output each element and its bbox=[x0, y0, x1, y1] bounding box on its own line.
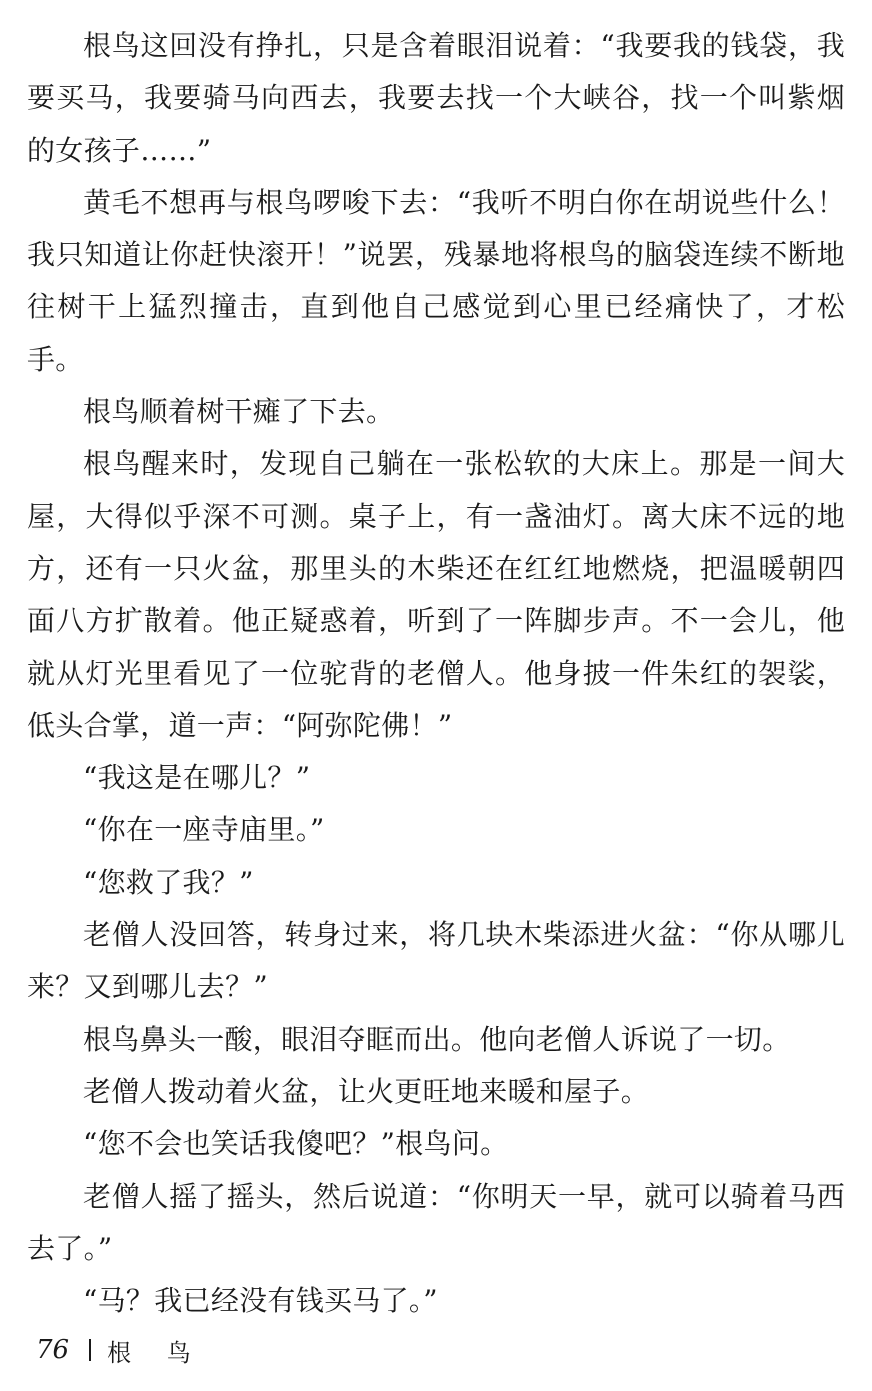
paragraph: “马？我已经没有钱买马了。” bbox=[83, 1284, 438, 1318]
paragraph: “我这是在哪儿？” bbox=[83, 761, 311, 795]
paragraph: 根鸟这回没有挣扎，只是含着眼泪说着：“我要我的钱袋，我要买马，我要骑马向西去，我要去找一个大峡谷，找一个叫紫烟的女孩子……” bbox=[27, 29, 845, 167]
paragraph: 老僧人拨动着火盆，让火更旺地来暖和屋子。 bbox=[83, 1074, 650, 1108]
footer-divider bbox=[89, 1339, 91, 1361]
paragraph: “您救了我？” bbox=[83, 865, 254, 899]
paragraph: “你在一座寺庙里。” bbox=[83, 813, 325, 847]
paragraph: 根鸟醒来时，发现自己躺在一张松软的大床上。那是一间大屋，大得似乎深不可测。桌子上，有一盏油灯。离大床不远的地方，还有一只火盆，那里头的木柴还在红红地燃烧，把温暖朝四面八方扩散着。他正疑惑着，听到了一阵脚步声。不一会儿，他就从灯光里看见了一位驼背的老僧人。他身披一件朱红的袈裟，低头合掌，道一声：“阿弥陀佛！” bbox=[27, 447, 845, 742]
body-text bbox=[27, 20, 845, 1327]
page-footer bbox=[36, 1330, 205, 1370]
page-number: 76 bbox=[36, 1335, 70, 1365]
paragraph: “您不会也笑话我傻吧？”根鸟问。 bbox=[83, 1127, 509, 1161]
paragraph: 老僧人摇了摇头，然后说道：“你明天一早，就可以骑着马西去了。” bbox=[27, 1179, 845, 1265]
paragraph: 黄毛不想再与根鸟啰唆下去：“我听不明白你在胡说些什么！我只知道让你赶快滚开！”说罢，残暴地将根鸟的脑袋连续不断地往树干上猛烈撞击，直到他自己感觉到心里已经痛快了，才松手。 bbox=[27, 185, 845, 376]
paragraph: 根鸟顺着树干瘫了下去。 bbox=[83, 395, 395, 429]
paragraph: 老僧人没回答，转身过来，将几块木柴添进火盆：“你从哪儿来？又到哪儿去？” bbox=[27, 918, 845, 1004]
paragraph: 根鸟鼻头一酸，眼泪夺眶而出。他向老僧人诉说了一切。 bbox=[83, 1022, 791, 1056]
book-title: 根 鸟 bbox=[107, 1338, 205, 1367]
